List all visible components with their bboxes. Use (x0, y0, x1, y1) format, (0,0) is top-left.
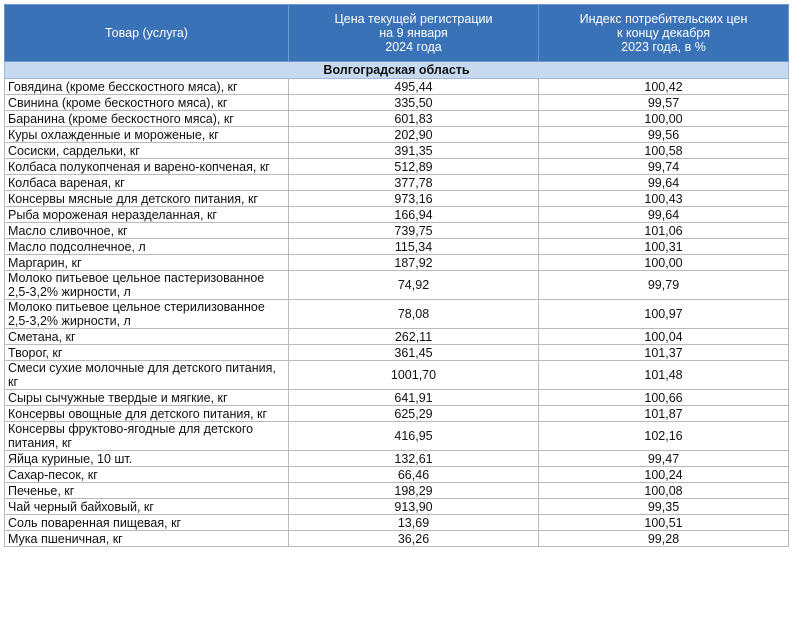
header-price-line-2: на 9 января (379, 26, 448, 40)
cpi-index-cell: 99,47 (539, 451, 789, 467)
table-row (5, 175, 789, 191)
header-row (5, 5, 789, 62)
product-name-cell: Сыры сычужные твердые и мягкие, кг (5, 390, 289, 406)
cpi-index-cell: 100,43 (539, 191, 789, 207)
product-name-cell: Маргарин, кг (5, 255, 289, 271)
price-cell: 132,61 (289, 451, 539, 467)
price-table (4, 4, 789, 547)
price-cell: 187,92 (289, 255, 539, 271)
product-name-cell: Баранина (кроме бескостного мяса), кг (5, 111, 289, 127)
price-cell: 166,94 (289, 207, 539, 223)
cpi-index-cell: 99,74 (539, 159, 789, 175)
table-row (5, 361, 789, 390)
header-index-line-1: Индекс потребительских цен (579, 12, 748, 26)
table-body (5, 62, 789, 547)
table-row (5, 515, 789, 531)
price-cell: 391,35 (289, 143, 539, 159)
product-name-cell: Молоко питьевое цельное стерилизованное 2,5-3,2% жирности, л (5, 300, 289, 329)
cpi-index-cell: 100,04 (539, 329, 789, 345)
table-row (5, 207, 789, 223)
price-cell: 78,08 (289, 300, 539, 329)
price-cell: 361,45 (289, 345, 539, 361)
product-name-cell: Говядина (кроме бесскостного мяса), кг (5, 79, 289, 95)
price-cell: 66,46 (289, 467, 539, 483)
table-row (5, 255, 789, 271)
cpi-index-cell: 100,24 (539, 467, 789, 483)
price-cell: 512,89 (289, 159, 539, 175)
table-row (5, 451, 789, 467)
product-name-cell: Масло сливочное, кг (5, 223, 289, 239)
product-name-cell: Колбаса вареная, кг (5, 175, 289, 191)
price-cell: 1001,70 (289, 361, 539, 390)
product-name-cell: Молоко питьевое цельное пастеризованное 2,5-3,2% жирности, л (5, 271, 289, 300)
price-cell: 416,95 (289, 422, 539, 451)
table-row (5, 406, 789, 422)
product-name-cell: Консервы овощные для детского питания, кг (5, 406, 289, 422)
region-name: Волгоградская область (5, 62, 789, 79)
price-cell: 198,29 (289, 483, 539, 499)
product-name-cell: Куры охлажденные и мороженые, кг (5, 127, 289, 143)
cpi-index-cell: 99,56 (539, 127, 789, 143)
cpi-index-cell: 102,16 (539, 422, 789, 451)
header-price (289, 5, 539, 62)
price-cell: 625,29 (289, 406, 539, 422)
cpi-index-cell: 100,42 (539, 79, 789, 95)
price-table-container (4, 4, 788, 547)
cpi-index-cell: 99,28 (539, 531, 789, 547)
cpi-index-cell: 99,35 (539, 499, 789, 515)
product-name-cell: Консервы мясные для детского питания, кг (5, 191, 289, 207)
cpi-index-cell: 100,00 (539, 111, 789, 127)
table-row (5, 143, 789, 159)
header-price-line-1: Цена текущей регистрации (334, 12, 493, 26)
cpi-index-cell: 99,79 (539, 271, 789, 300)
cpi-index-cell: 99,64 (539, 175, 789, 191)
price-cell: 115,34 (289, 239, 539, 255)
header-price-line-3: 2024 года (385, 40, 442, 54)
table-row (5, 345, 789, 361)
price-cell: 973,16 (289, 191, 539, 207)
product-name-cell: Соль поваренная пищевая, кг (5, 515, 289, 531)
table-row (5, 79, 789, 95)
cpi-index-cell: 100,66 (539, 390, 789, 406)
cpi-index-cell: 100,31 (539, 239, 789, 255)
cpi-index-cell: 100,00 (539, 255, 789, 271)
cpi-index-cell: 101,87 (539, 406, 789, 422)
table-row (5, 390, 789, 406)
product-name-cell: Чай черный байховый, кг (5, 499, 289, 515)
table-header (5, 5, 789, 62)
price-cell: 202,90 (289, 127, 539, 143)
cpi-index-cell: 100,97 (539, 300, 789, 329)
cpi-index-cell: 100,08 (539, 483, 789, 499)
table-row (5, 159, 789, 175)
product-name-cell: Сметана, кг (5, 329, 289, 345)
product-name-cell: Смеси сухие молочные для детского питания, кг (5, 361, 289, 390)
product-name-cell: Консервы фруктово-ягодные для детского питания, кг (5, 422, 289, 451)
header-index-line-2: к концу декабря (617, 26, 710, 40)
table-row (5, 239, 789, 255)
cpi-index-cell: 99,57 (539, 95, 789, 111)
table-row (5, 95, 789, 111)
table-row (5, 499, 789, 515)
price-cell: 495,44 (289, 79, 539, 95)
cpi-index-cell: 101,48 (539, 361, 789, 390)
cpi-index-cell: 101,37 (539, 345, 789, 361)
table-row (5, 422, 789, 451)
product-name-cell: Сахар-песок, кг (5, 467, 289, 483)
table-row (5, 300, 789, 329)
price-cell: 601,83 (289, 111, 539, 127)
product-name-cell: Творог, кг (5, 345, 289, 361)
price-cell: 335,50 (289, 95, 539, 111)
table-row (5, 111, 789, 127)
product-name-cell: Мука пшеничная, кг (5, 531, 289, 547)
table-row (5, 483, 789, 499)
table-row (5, 329, 789, 345)
product-name-cell: Печенье, кг (5, 483, 289, 499)
product-name-cell: Рыба мороженая неразделанная, кг (5, 207, 289, 223)
cpi-index-cell: 100,51 (539, 515, 789, 531)
price-cell: 913,90 (289, 499, 539, 515)
table-row (5, 271, 789, 300)
table-row (5, 223, 789, 239)
header-index (539, 5, 789, 62)
header-product (5, 5, 289, 62)
product-name-cell: Сосиски, сардельки, кг (5, 143, 289, 159)
price-cell: 262,11 (289, 329, 539, 345)
price-cell: 641,91 (289, 390, 539, 406)
cpi-index-cell: 100,58 (539, 143, 789, 159)
price-cell: 13,69 (289, 515, 539, 531)
table-row (5, 191, 789, 207)
region-row (5, 62, 789, 79)
cpi-index-cell: 99,64 (539, 207, 789, 223)
product-name-cell: Свинина (кроме бескостного мяса), кг (5, 95, 289, 111)
price-cell: 739,75 (289, 223, 539, 239)
product-name-cell: Масло подсолнечное, л (5, 239, 289, 255)
header-product-line: Товар (услуга) (105, 26, 188, 40)
price-cell: 36,26 (289, 531, 539, 547)
price-cell: 74,92 (289, 271, 539, 300)
price-cell: 377,78 (289, 175, 539, 191)
product-name-cell: Яйца куриные, 10 шт. (5, 451, 289, 467)
header-index-line-3: 2023 года, в % (621, 40, 706, 54)
table-row (5, 531, 789, 547)
product-name-cell: Колбаса полукопченая и варено-копченая, кг (5, 159, 289, 175)
table-row (5, 127, 789, 143)
cpi-index-cell: 101,06 (539, 223, 789, 239)
table-row (5, 467, 789, 483)
